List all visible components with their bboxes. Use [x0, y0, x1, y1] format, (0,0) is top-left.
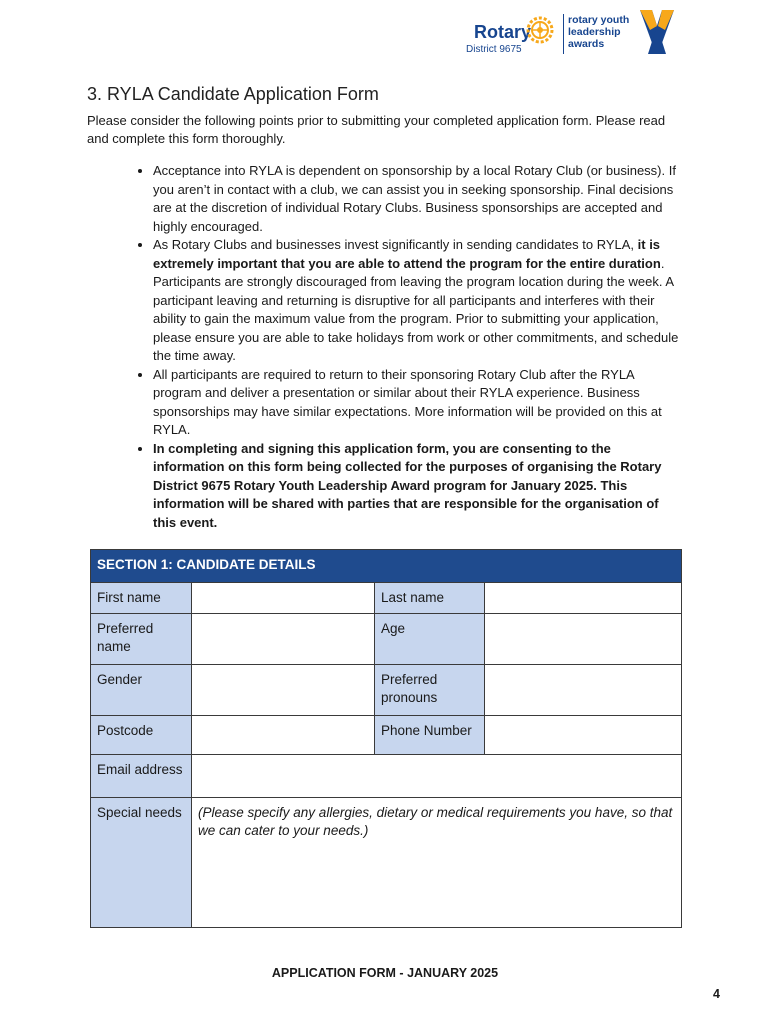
page-footer: APPLICATION FORM - JANUARY 2025 [271, 966, 499, 980]
requirement-item [153, 236, 680, 366]
requirement-item [153, 366, 680, 440]
requirements-list [105, 162, 680, 532]
special-needs-field[interactable] [192, 798, 682, 928]
section-header: SECTION 1: CANDIDATE DETAILS [91, 550, 682, 583]
first-name-label: First name [91, 583, 192, 614]
preferred-pronouns-label: Preferred pronouns [375, 665, 485, 716]
item-text: Acceptance into RYLA is dependent on sponsorship by a local Rotary Club (or business). If you aren’t in contact with a club, we can assist you in seeking sponsorship. Final decisions are at the discretion of individual Rotary Clubs. Business sponsorships are accepted and highly encouraged. [153, 163, 676, 234]
last-name-field[interactable] [485, 583, 682, 614]
first-name-field[interactable] [192, 583, 375, 614]
logo-divider [563, 14, 564, 54]
page-number: 4 [713, 987, 720, 1001]
email-address-field[interactable] [192, 755, 682, 798]
ryla-wordmark [568, 14, 629, 50]
ryla-ribbon-icon [638, 10, 676, 56]
gender-field[interactable] [192, 665, 375, 716]
page-title: 3. RYLA Candidate Application Form [87, 84, 379, 104]
email-address-label: Email address [91, 755, 192, 798]
ryla-line-3: awards [568, 38, 605, 50]
preferred-pronouns-field[interactable] [485, 665, 682, 716]
special-needs-label: Special needs [91, 798, 192, 928]
age-label: Age [375, 614, 485, 665]
postcode-label: Postcode [91, 716, 192, 755]
postcode-field[interactable] [192, 716, 375, 755]
rotary-wordmark: Rotary [474, 22, 532, 42]
item-text: As Rotary Clubs and businesses invest significantly in sending candidates to RYLA, [153, 237, 638, 252]
requirement-item [153, 162, 680, 236]
preferred-name-field[interactable] [192, 614, 375, 665]
rotary-wheel-icon [526, 16, 554, 44]
intro-text: Please consider the following points prior to submitting your completed application form. Please read and complete this form thoroughly. [87, 113, 666, 146]
last-name-label: Last name [375, 583, 485, 614]
emphasis-text: In completing and signing this application form, you are consenting to the information on this form being collected for the purposes of organising the Rotary District 9675 Rotary Youth Leadership Award program for January 2025. This information will be shared with parties that are responsible for the organisation of this event. [153, 440, 662, 530]
ryla-line-1: rotary youth [568, 14, 630, 26]
preferred-name-label: Preferred name [91, 614, 192, 665]
phone-number-label: Phone Number [375, 716, 485, 755]
candidate-details-table [90, 549, 682, 928]
age-field[interactable] [485, 614, 682, 665]
item-text: . Participants are strongly discouraged from leaving the program location during the week. A participant leaving and returning is disruptive for all participants and interferes with their ability to gain the maximum value from the program. Prior to submitting your application, please ensure you are able to take holidays from work or other commitments, and schedule the time away. [153, 255, 679, 363]
special-needs-note: (Please specify any allergies, dietary or medical requirements you have, so that we can cater to your needs.) [198, 805, 673, 838]
item-text: All participants are required to return to their sponsoring Rotary Club after the RYLA program and deliver a presentation or similar about their RYLA experience. Business sponsorships may have similar expectations. More information will be provided on this at RYLA. [153, 366, 662, 437]
ryla-line-2: leadership [568, 26, 621, 38]
requirement-item [153, 440, 680, 533]
emphasis-text: it is extremely important that you are able to attend the program for the entire duration [153, 237, 661, 271]
gender-label: Gender [91, 665, 192, 716]
phone-number-field[interactable] [485, 716, 682, 755]
header-logo [462, 10, 682, 56]
district-label: District 9675 [466, 44, 522, 55]
